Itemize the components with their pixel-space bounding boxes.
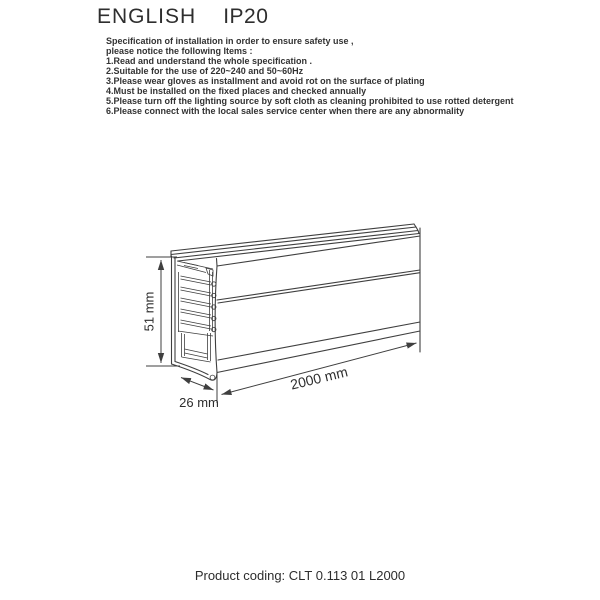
instruction-intro-line: please notice the following Items : [106,46,253,57]
instruction-line: 1.Read and understand the whole specification . [106,56,313,67]
ip-rating-label: IP20 [223,5,269,28]
product-coding: Product coding: CLT 0.113 01 L2000 [194,568,406,583]
instruction-line: 3.Please wear gloves as installment and avoid rot on the surface of plating [106,76,425,87]
instruction-line: 6.Please connect with the local sales service center when there are any abnormality [106,106,465,117]
profile-body [171,224,420,380]
dim-depth-label: 26 mm [179,395,219,410]
dim-length-label: 2000 mm [288,363,350,393]
instruction-line: 5.Please turn off the lighting source by soft cloth as cleaning prohibited to use rotted detergent [106,96,514,107]
instruction-line: 2.Suitable for the use of 220~240 and 50~60Hz [106,66,304,77]
instruction-intro-line: Specification of installation in order to ensure safety use , [106,36,354,46]
dim-height-label: 51 mm [141,291,157,332]
profile-cross-section [177,261,216,380]
language-label: ENGLISH [97,5,197,28]
instruction-line: 4.Must be installed on the fixed places and checked annually [106,86,367,97]
